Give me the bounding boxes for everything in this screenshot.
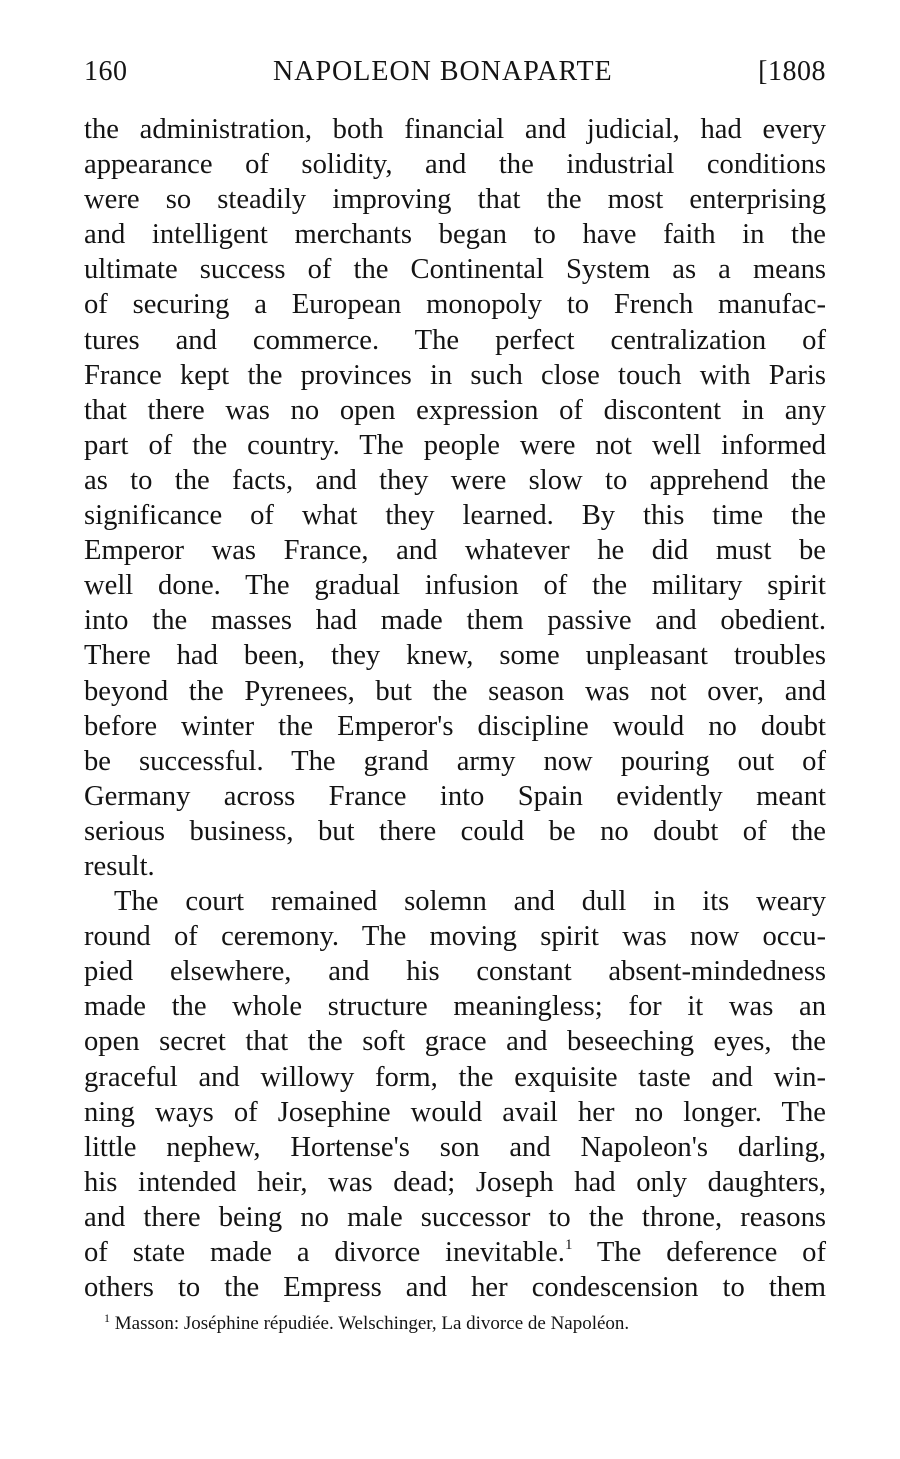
text-line: The court remained solemn and dull in its weary — [114, 886, 826, 918]
text-line: graceful and willowy form, the exquisite taste and win- — [84, 1061, 826, 1093]
body-text — [84, 112, 826, 1305]
text-line: round of ceremony. The moving spirit was now occu- — [84, 921, 826, 953]
running-title: NAPOLEON BONAPARTE — [273, 56, 613, 87]
text-line: and there being no male successor to the throne, reasons — [84, 1201, 826, 1233]
text-line: well done. The gradual infusion of the military spirit — [84, 570, 826, 602]
text-line: Germany across France into Spain evidently meant — [84, 780, 826, 812]
text-line: others to the Empress and her condescension to them — [84, 1272, 826, 1304]
text-line: Emperor was France, and whatever he did must be — [84, 535, 826, 567]
text-line: appearance of solidity, and the industrial conditions — [84, 149, 826, 181]
text-line: that there was no open expression of discontent in any — [84, 394, 826, 426]
page-number: 160 — [84, 56, 128, 87]
text-line: and intelligent merchants began to have faith in the — [84, 219, 826, 251]
footnote-text: Masson: Joséphine répudiée. Welschinger, La divorce de Napoléon. — [114, 1313, 630, 1335]
text-line: be successful. The grand army now pouring out of — [84, 745, 826, 777]
text-line: as to the facts, and they were slow to apprehend the — [84, 464, 826, 496]
text-line: There had been, they knew, some unpleasant troubles — [84, 640, 826, 672]
line-head: of state made a divorce inevitable. — [84, 1237, 565, 1268]
text-line: serious business, but there could be no doubt of the — [84, 815, 826, 847]
text-line: significance of what they learned. By this time the — [84, 500, 826, 532]
text-line: his intended heir, was dead; Joseph had only daughters, — [84, 1166, 826, 1198]
text-line: before winter the Emperor's discipline would no doubt — [84, 710, 826, 742]
paragraph-2 — [84, 884, 826, 1305]
text-line: beyond the Pyrenees, but the season was not over, and — [84, 675, 826, 707]
text-line: little nephew, Hortense's son and Napoleon's darling, — [84, 1131, 826, 1163]
text-line: open secret that the soft grace and beseeching eyes, the — [84, 1026, 826, 1058]
line-tail: The deference of — [596, 1237, 827, 1268]
text-line: pied elsewhere, and his constant absent-mindedness — [84, 956, 826, 988]
text-line: tures and commerce. The perfect centralization of — [84, 324, 826, 356]
text-line: of securing a European monopoly to French manufac- — [84, 289, 826, 321]
running-head — [84, 52, 826, 92]
text-line: were so steadily improving that the most enterprising — [84, 184, 826, 216]
text-line-with-footnote — [84, 1235, 826, 1270]
text-line: the administration, both financial and judicial, had every — [84, 114, 826, 145]
text-line: France kept the provinces in such close touch with Paris — [84, 359, 826, 391]
footnote-mark: 1 — [104, 1311, 110, 1326]
footnote-reference: 1 — [564, 1237, 573, 1253]
text-line: made the whole structure meaningless; for it was an — [84, 991, 826, 1023]
text-line: into the masses had made them passive and obedient. — [84, 605, 826, 637]
text-line: result. — [84, 850, 155, 882]
book-page — [84, 52, 826, 1337]
paragraph-1 — [84, 112, 826, 884]
text-line: ultimate success of the Continental System as a means — [84, 254, 826, 286]
footnote — [84, 1311, 826, 1337]
year-marker: [1808 — [758, 56, 826, 87]
text-line: part of the country. The people were not well informed — [84, 429, 826, 461]
text-line: ning ways of Josephine would avail her no longer. The — [84, 1096, 826, 1128]
